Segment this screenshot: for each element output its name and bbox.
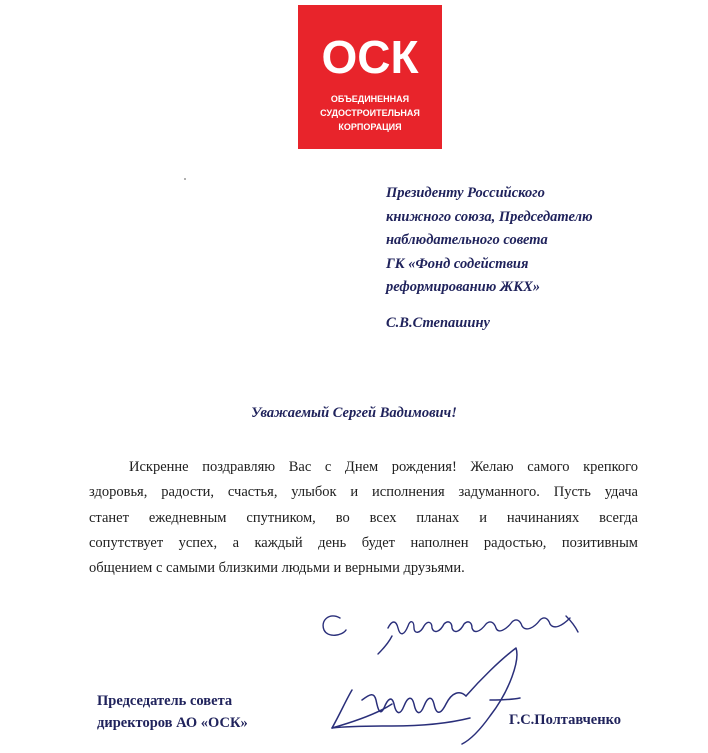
handwritten-closing <box>323 616 578 654</box>
stray-dot <box>184 178 186 180</box>
signatory-name: Г.С.Полтавченко <box>509 712 621 728</box>
letter-body <box>89 455 638 581</box>
logo-line-2: СУДОСТРОИТЕЛЬНАЯ <box>320 108 420 118</box>
company-logo <box>298 5 442 149</box>
signatory-position-line: Председатель совета <box>97 693 233 709</box>
addressee-line: Президенту Российского <box>386 185 545 201</box>
salutation: Уважаемый Сергей Вадимович! <box>251 405 457 421</box>
logo-acronym: ОСК <box>321 31 419 83</box>
addressee-block <box>386 182 686 300</box>
body-line: здоровья, радости, счастья, улыбок и исполнения задуманного. Пусть удача <box>89 484 638 501</box>
addressee-name: С.В.Степашину <box>386 315 490 331</box>
logo-line-3: КОРПОРАЦИЯ <box>338 122 402 132</box>
body-line: Искренне поздравляю Вас с Днем рождения! Желаю самого крепкого <box>129 459 638 475</box>
addressee-line: книжного союза, Председателю <box>386 208 593 225</box>
addressee-line: ГК «Фонд содействия <box>386 255 529 272</box>
logo-line-1: ОБЪЕДИНЕННАЯ <box>330 94 410 104</box>
addressee-line: реформированию ЖКХ» <box>386 279 540 296</box>
addressee-line: наблюдательного совета <box>386 232 548 249</box>
body-line: сопутствует успех, а каждый день будет наполнен радостью, позитивным <box>89 534 638 551</box>
signatory-position-line: директоров АО «ОСК» <box>97 715 248 731</box>
body-line: станет ежедневным спутником, во всех планах и начинаниях всегда <box>89 509 638 526</box>
body-line: общением с самыми близкими людьми и верными друзьями. <box>89 560 465 577</box>
company-logo-graphic <box>298 5 442 149</box>
signatory-position <box>97 690 248 734</box>
signature <box>332 648 520 744</box>
